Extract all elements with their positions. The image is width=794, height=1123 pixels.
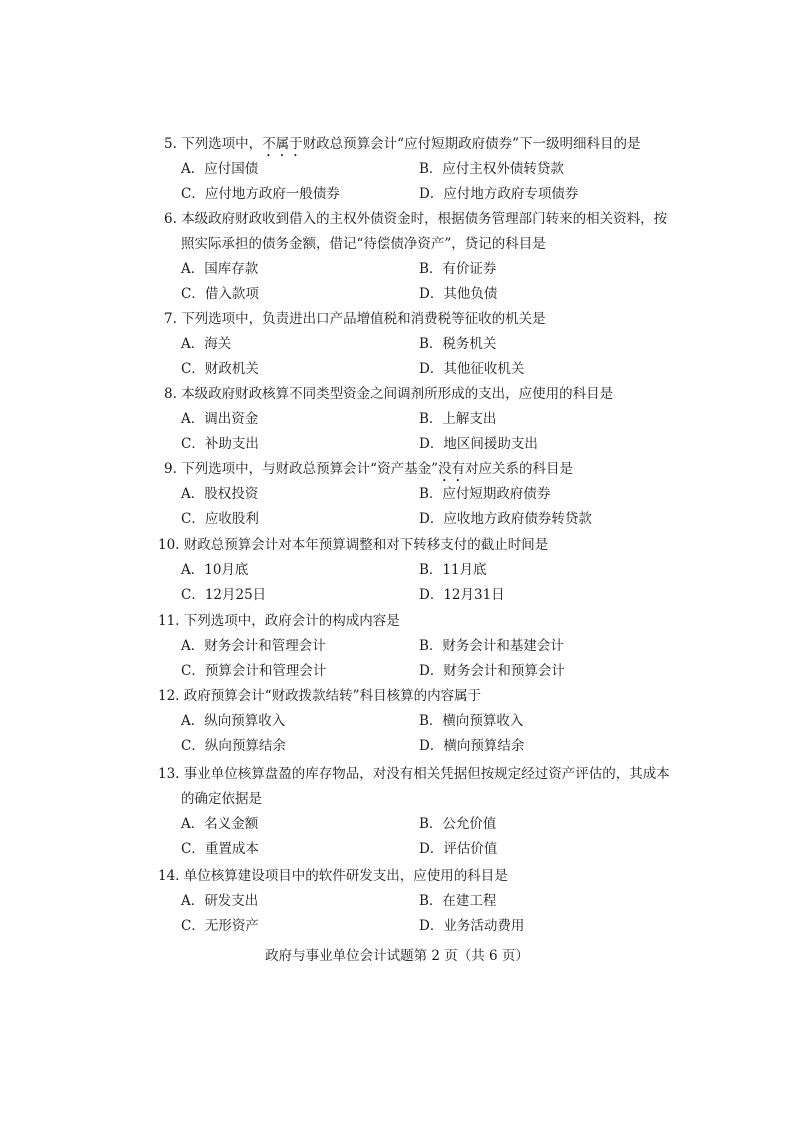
option-a: A．股权投资	[181, 486, 259, 502]
option-b: B．横向预算收入	[419, 713, 524, 729]
option-c: C．应收股利	[181, 511, 259, 527]
question-9-stem	[164, 457, 644, 485]
question-text: 照实际承担的债务金额，借记“待偿债净资产”，贷记的科目是	[181, 236, 546, 252]
option-a: A．调出资金	[181, 411, 259, 427]
option-a: A．纵向预算收入	[181, 713, 286, 729]
option-b: B．公允价值	[419, 816, 497, 832]
question-number: 7.	[164, 311, 177, 327]
question-text: 本级政府财政收到借入的主权外债资金时，根据债务管理部门转来的相关资料，按	[181, 211, 668, 227]
option-b: B．在建工程	[419, 893, 497, 909]
option-c: C．无形资产	[181, 918, 259, 934]
option-a: A．海关	[181, 336, 232, 352]
question-6-options	[181, 257, 621, 307]
question-text: 下列选项中，与财政总预算会计“资产基金”	[181, 461, 438, 477]
option-c: C．借入款项	[181, 286, 259, 302]
question-number: 14.	[158, 868, 180, 884]
option-a: A．研发支出	[181, 893, 259, 909]
question-6-stem-line2	[181, 232, 661, 257]
question-9-options	[181, 482, 621, 532]
question-text: 下列选项中，负责进出口产品增值税和消费税等征收的机关是	[181, 311, 546, 327]
question-14-options	[181, 889, 621, 939]
emphasized-text: 不属于	[262, 136, 303, 152]
emphasized-text: 没有	[438, 461, 465, 477]
option-a: A．财务会计和管理会计	[181, 638, 326, 654]
option-c: C．财政机关	[181, 361, 259, 377]
question-number: 8.	[164, 386, 177, 402]
question-number: 13.	[158, 766, 180, 782]
question-12-stem	[158, 684, 638, 709]
question-11-options	[181, 634, 621, 684]
question-text: 财政总预算会计对本年预算调整和对下转移支付的截止时间是	[183, 537, 549, 553]
page-footer: 政府与事业单位会计试题第 2 页（共 6 页）	[265, 948, 529, 964]
question-10-stem	[158, 533, 638, 558]
option-b: B．上解支出	[419, 411, 497, 427]
question-text: 政府预算会计“财政拨款结转”科目核算的内容属于	[183, 688, 482, 704]
question-text: 下列选项中，	[181, 136, 263, 152]
question-8-stem	[164, 382, 644, 407]
question-text: 事业单位核算盘盈的库存物品，对没有相关凭据但按规定经过资产评估的，其成本	[183, 766, 670, 782]
option-d: D．12月31日	[419, 587, 505, 603]
option-d: D．应收地方政府债券转贷款	[419, 511, 592, 527]
option-b: B．财务会计和基建会计	[419, 638, 564, 654]
option-a: A．10月底	[181, 562, 249, 578]
option-d: D．其他征收机关	[419, 361, 525, 377]
question-11-stem	[158, 609, 638, 634]
question-5-stem	[164, 132, 644, 160]
option-c: C．纵向预算结余	[181, 738, 286, 754]
question-text: 本级政府财政核算不同类型资金之间调剂所形成的支出，应使用的科目是	[181, 386, 614, 402]
question-13-options	[181, 812, 621, 862]
question-text: 单位核算建设项目中的软件研发支出，应使用的科目是	[183, 868, 508, 884]
question-number: 5.	[164, 136, 177, 152]
question-13-stem	[158, 762, 670, 787]
question-text: 对应关系的科目是	[465, 461, 573, 477]
question-text: 财政总预算会计“应付短期政府债券”下一级明细科目的是	[302, 136, 641, 152]
option-d: D．其他负债	[419, 286, 498, 302]
option-c: C．12月25日	[181, 587, 267, 603]
question-number: 6.	[164, 211, 177, 227]
option-b: B．有价证券	[419, 261, 497, 277]
option-b: B．应付短期政府债券	[419, 486, 551, 502]
option-b: B．税务机关	[419, 336, 497, 352]
question-10-options	[181, 558, 621, 608]
question-14-stem	[158, 864, 638, 889]
option-d: D．评估价值	[419, 841, 498, 857]
option-c: C．补助支出	[181, 436, 259, 452]
option-c: C．重置成本	[181, 841, 259, 857]
question-13-stem-line2	[181, 787, 661, 812]
question-number: 10.	[158, 537, 180, 553]
option-a: A．名义金额	[181, 816, 259, 832]
question-12-options	[181, 709, 621, 759]
option-d: D．业务活动费用	[419, 918, 525, 934]
question-number: 12.	[158, 688, 180, 704]
question-6-stem	[164, 207, 668, 232]
option-c: C．应付地方政府一般债券	[181, 186, 340, 202]
option-b: B．11月底	[419, 562, 487, 578]
question-number: 11.	[158, 613, 180, 629]
question-7-stem	[164, 307, 644, 332]
option-d: D．应付地方政府专项债券	[419, 186, 579, 202]
question-text: 下列选项中，政府会计的构成内容是	[183, 613, 400, 629]
option-d: D．地区间援助支出	[419, 436, 538, 452]
option-a: A．国库存款	[181, 261, 259, 277]
question-number: 9.	[164, 461, 177, 477]
option-d: D．横向预算结余	[419, 738, 525, 754]
option-a: A．应付国债	[181, 161, 259, 177]
question-7-options	[181, 332, 621, 382]
question-8-options	[181, 407, 621, 457]
question-text: 的确定依据是	[181, 791, 262, 807]
option-b: B．应付主权外债转贷款	[419, 161, 564, 177]
option-c: C．预算会计和管理会计	[181, 663, 327, 679]
question-5-options	[181, 157, 621, 207]
option-d: D．财务会计和预算会计	[419, 663, 565, 679]
